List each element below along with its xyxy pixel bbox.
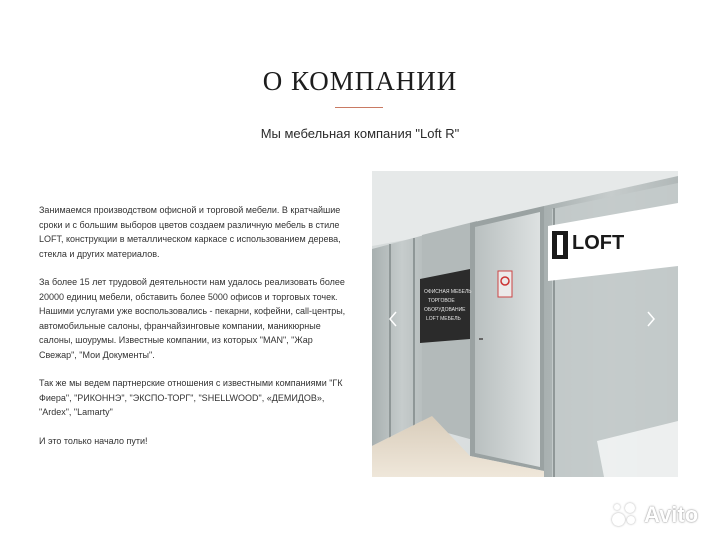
chevron-right-icon — [646, 311, 656, 327]
plaque-line: LOFT МЕБЕЛЬ — [426, 316, 461, 322]
about-paragraph: Занимаемся производством офисной и торговой мебели. В кратчайшие сроки и с большим выборов цветов создаем различную мебель в стиле LOFT, конструкции в металлическом каркасе с использованием дерева, стекла и других материалов. — [39, 205, 341, 259]
plaque-line: ОФИСНАЯ МЕБЕЛЬ — [424, 289, 472, 295]
avito-watermark — [612, 500, 712, 530]
slider-next-button[interactable] — [646, 311, 662, 335]
plaque-line: ОБОРУДОВАНИЕ — [424, 307, 466, 313]
page-title: О КОМПАНИИ — [262, 66, 458, 96]
page-subtitle: Мы мебельная компания "Loft R" — [260, 126, 460, 141]
avito-logo-icon — [612, 503, 640, 527]
about-paragraph: Так же мы ведем партнерские отношения с известными компаниями "ГК Фиера", "РИКОННЭ", "ЭКСПО-ТОРГ", "SHELLWOOD", «ДЕМИДОВ», "Ardex", "Lamarty" — [39, 378, 343, 417]
chevron-left-icon — [388, 311, 398, 327]
about-text — [39, 203, 351, 462]
office-photo — [372, 171, 678, 477]
loft-sign-text: LOFT — [572, 232, 625, 254]
about-paragraph: За более 15 лет трудовой деятельности нам удалось реализовать более 20000 единиц мебели, обставить более 5000 офисов и торговых точек. Нашими услугами уже воспользовались - пекарни, кофейни, call-центры, автомобильные салоны, франчайзинговые компании, маникюрные салоны, шоурумы. Известные компании, из которых "MAN", "Жар Свежар", "Мои Документы". — [39, 277, 346, 360]
about-paragraph: И это только начало пути! — [39, 435, 148, 446]
avito-watermark-text: Avito — [644, 502, 699, 527]
photo-slider[interactable] — [372, 171, 678, 477]
title-divider — [335, 107, 383, 108]
slider-prev-button[interactable] — [388, 311, 404, 335]
plaque-line: ТОРГОВОЕ — [428, 298, 455, 304]
